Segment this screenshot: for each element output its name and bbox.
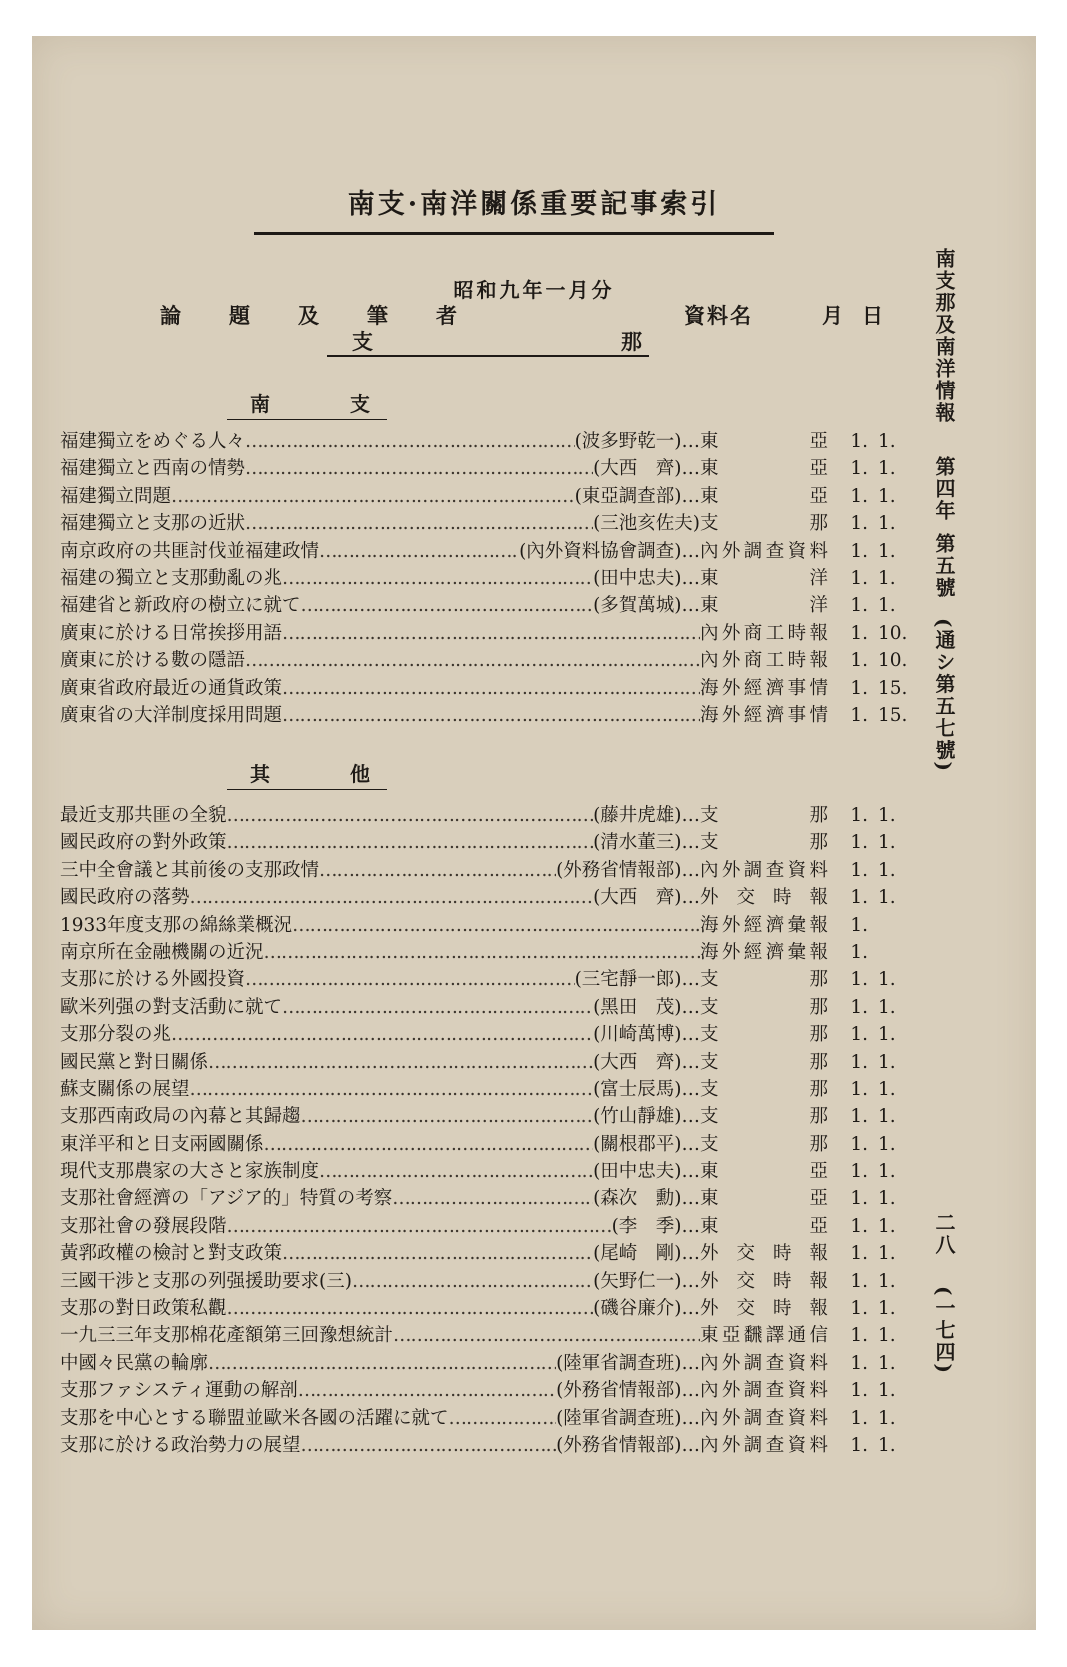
entry-title: 現代支那農家の大さと家族制度 bbox=[60, 1161, 320, 1183]
entry-author: (田中忠夫)… bbox=[593, 567, 700, 589]
leader-dots bbox=[301, 1432, 557, 1459]
entry-source: 支 那 bbox=[700, 996, 828, 1018]
entry-title: 支那に於ける外國投資 bbox=[60, 969, 246, 991]
section-underline bbox=[327, 355, 649, 357]
entry-source: 內外調查資料 bbox=[700, 1434, 828, 1456]
entry-author: (東亞調查部)… bbox=[574, 485, 700, 507]
entry-month: 1. bbox=[850, 832, 868, 854]
entry-source: 東 亞 bbox=[700, 485, 828, 507]
entry-month: 1. bbox=[850, 650, 868, 672]
leader-dots bbox=[208, 1049, 593, 1076]
entry-subject bbox=[60, 1049, 700, 1076]
entry-day: 10. bbox=[878, 650, 908, 672]
entry-subject bbox=[60, 912, 700, 939]
entry-month: 1. bbox=[850, 887, 868, 909]
entry-subject bbox=[60, 1350, 700, 1377]
column-header-month: 月 bbox=[822, 303, 845, 328]
entry-day: 1. bbox=[878, 1051, 896, 1073]
side-volume: 第四年 bbox=[932, 456, 956, 522]
entry-title: 1933年度支那の綿絲業概況 bbox=[60, 914, 293, 936]
entry-day: 1. bbox=[878, 567, 896, 589]
entry-author: (大西 齊)… bbox=[593, 1051, 700, 1073]
entry-title: 南京所在金融機關の近況 bbox=[60, 941, 264, 963]
entry-day: 1. bbox=[878, 1434, 896, 1456]
entry-month: 1. bbox=[850, 1051, 868, 1073]
leader-dots bbox=[190, 884, 594, 911]
column-header-source: 資料名 bbox=[684, 303, 753, 328]
subsection-heading-left: 南 bbox=[250, 392, 270, 416]
entry-source: 支 那 bbox=[700, 513, 828, 535]
entry-month: 1. bbox=[850, 805, 868, 826]
entry-title: 廣東省政府最近の通貨政策 bbox=[60, 677, 283, 699]
entry-author: (森次 勳)… bbox=[593, 1188, 700, 1210]
subsection-heading-south-china bbox=[250, 388, 370, 418]
entry-subject bbox=[60, 829, 700, 856]
entry-author: (矢野仁一)… bbox=[593, 1270, 700, 1292]
entry-row bbox=[60, 592, 960, 619]
entry-day: 1. bbox=[878, 1298, 896, 1320]
entry-row bbox=[60, 675, 960, 702]
entry-title: 支那分裂の兆 bbox=[60, 1024, 172, 1046]
entry-title: 三國干涉と支那の列强援助要求(三) bbox=[60, 1270, 352, 1292]
entry-subject bbox=[60, 1240, 700, 1267]
entry-month: 1. bbox=[850, 914, 868, 936]
entry-author: (黑田 茂)… bbox=[593, 996, 700, 1018]
entry-day: 1. bbox=[878, 431, 896, 452]
section-heading-left: 支 bbox=[352, 329, 373, 354]
entry-month: 1. bbox=[850, 485, 868, 507]
entry-month: 1. bbox=[850, 1380, 868, 1402]
leader-dots bbox=[282, 565, 593, 592]
entry-month: 1. bbox=[850, 1243, 868, 1265]
entry-row bbox=[60, 1185, 960, 1212]
entry-month: 1. bbox=[850, 595, 868, 617]
entry-row bbox=[60, 1158, 960, 1185]
entry-title: 支那を中心とする聯盟並歐米各國の活躍に就て bbox=[60, 1407, 449, 1429]
entry-row bbox=[60, 1405, 960, 1432]
entry-subject bbox=[60, 1158, 700, 1185]
entry-source: 內外調查資料 bbox=[700, 859, 828, 881]
entry-subject bbox=[60, 939, 700, 966]
entry-row bbox=[60, 510, 960, 537]
entry-subject bbox=[60, 884, 700, 911]
entry-subject bbox=[60, 620, 700, 647]
entry-title: 最近支那共匪の全貌 bbox=[60, 805, 227, 826]
entry-day: 1. bbox=[878, 859, 896, 881]
entry-row bbox=[60, 829, 960, 856]
entry-source: 東 亞 bbox=[700, 1161, 828, 1183]
entry-row bbox=[60, 647, 960, 674]
entry-row bbox=[60, 1432, 960, 1459]
entry-title: 中國々民黨の輪廓 bbox=[60, 1352, 209, 1374]
entry-month: 1. bbox=[850, 1024, 868, 1046]
entry-month: 1. bbox=[850, 1161, 868, 1183]
entry-day: 1. bbox=[878, 1133, 896, 1155]
entry-source: 內外調查資料 bbox=[700, 540, 828, 562]
side-serial-number: (通シ第五七號) bbox=[932, 618, 956, 773]
entry-day: 1. bbox=[878, 1243, 896, 1265]
entry-day: 1. bbox=[878, 1078, 896, 1100]
entry-month: 1. bbox=[850, 1352, 868, 1374]
leader-dots bbox=[171, 1021, 593, 1048]
entry-day: 1. bbox=[878, 1161, 896, 1183]
entry-subject bbox=[60, 1405, 700, 1432]
entry-row bbox=[60, 1377, 960, 1404]
entry-row bbox=[60, 1240, 960, 1267]
entry-title: 一九三三年支那棉花產額第三回豫想統計 bbox=[60, 1325, 394, 1347]
entry-source: 東 亞 bbox=[700, 1215, 828, 1237]
entry-day: 1. bbox=[878, 1325, 896, 1347]
leader-dots bbox=[292, 912, 700, 939]
entry-month: 1. bbox=[850, 1298, 868, 1320]
entry-author: (富士辰馬)… bbox=[593, 1078, 700, 1100]
side-page-number: 二八 bbox=[932, 1212, 956, 1256]
document-page bbox=[32, 36, 1036, 1630]
entry-day: 1. bbox=[878, 1270, 896, 1292]
period-heading: 昭和九年一月分 bbox=[453, 278, 615, 302]
leader-dots bbox=[171, 483, 575, 510]
entry-author: (多賀萬城)… bbox=[593, 595, 700, 617]
entry-subject bbox=[60, 1268, 700, 1295]
leader-dots bbox=[208, 1350, 556, 1377]
entry-source: 支 那 bbox=[700, 1106, 828, 1128]
entry-subject bbox=[60, 1131, 700, 1158]
leader-dots bbox=[319, 538, 519, 565]
entry-title: 支那社會の發展段階 bbox=[60, 1215, 227, 1237]
entry-title: 廣東省の大洋制度採用問題 bbox=[60, 704, 283, 726]
leader-dots bbox=[301, 592, 594, 619]
entry-subject bbox=[60, 1322, 700, 1349]
entry-title: 國民政府の對外政策 bbox=[60, 832, 227, 854]
entry-subject bbox=[60, 647, 700, 674]
entry-subject bbox=[60, 455, 700, 482]
entry-title: 國民政府の落勢 bbox=[60, 887, 190, 909]
entry-row bbox=[60, 1350, 960, 1377]
entry-author: (藤井虎雄)… bbox=[593, 805, 700, 826]
entry-source: 支 那 bbox=[700, 1051, 828, 1073]
entry-source: 外交時報 bbox=[700, 1270, 828, 1292]
entry-row bbox=[60, 565, 960, 592]
entry-author: (波多野乾一)… bbox=[574, 431, 700, 452]
entry-author: (竹山靜雄)… bbox=[593, 1106, 700, 1128]
entry-month: 1. bbox=[850, 1188, 868, 1210]
entry-list-other bbox=[60, 802, 960, 1459]
entry-subject bbox=[60, 592, 700, 619]
leader-dots bbox=[227, 829, 594, 856]
entry-source: 東亞飜譯通信 bbox=[700, 1325, 828, 1347]
leader-dots bbox=[319, 857, 556, 884]
entry-row bbox=[60, 1076, 960, 1103]
entry-source: 內外商工時報 bbox=[700, 650, 828, 672]
entry-author: (關根郡平)… bbox=[593, 1133, 700, 1155]
entry-subject bbox=[60, 565, 700, 592]
entry-row bbox=[60, 455, 960, 482]
entry-subject bbox=[60, 1432, 700, 1459]
entry-month: 1. bbox=[850, 1434, 868, 1456]
leader-dots bbox=[227, 1213, 612, 1240]
entry-day: 1. bbox=[878, 458, 896, 480]
entry-source: 東 洋 bbox=[700, 595, 828, 617]
entry-title: 福建獨立をめぐる人々 bbox=[60, 431, 246, 452]
entry-source: 支 那 bbox=[700, 832, 828, 854]
column-header-day: 日 bbox=[862, 303, 885, 328]
entry-subject bbox=[60, 483, 700, 510]
entry-month: 1. bbox=[850, 1106, 868, 1128]
entry-day: 1. bbox=[878, 485, 896, 507]
entry-row bbox=[60, 1131, 960, 1158]
entry-author: (陸軍省調查班)… bbox=[556, 1352, 700, 1374]
entry-subject bbox=[60, 538, 700, 565]
entry-subject bbox=[60, 1377, 700, 1404]
entry-row bbox=[60, 1021, 960, 1048]
title-underline bbox=[254, 232, 774, 235]
subsection-heading-right: 他 bbox=[350, 762, 370, 786]
leader-dots bbox=[392, 1185, 593, 1212]
side-issue: 第五號 bbox=[932, 533, 956, 599]
entry-title: 廣東に於ける數の隱語 bbox=[60, 650, 246, 672]
entry-subject bbox=[60, 994, 700, 1021]
entry-author: (外務省情報部)… bbox=[556, 1434, 700, 1456]
entry-row bbox=[60, 1322, 960, 1349]
entry-subject bbox=[60, 702, 700, 729]
entry-subject bbox=[60, 1295, 700, 1322]
entry-subject bbox=[60, 1185, 700, 1212]
entry-subject bbox=[60, 1103, 700, 1130]
entry-author: (陸軍省調查班)… bbox=[556, 1407, 700, 1429]
entry-title: 蘇支關係の展望 bbox=[60, 1078, 190, 1100]
entry-author: (李 季)… bbox=[611, 1215, 700, 1237]
entry-author: (尾崎 剛)… bbox=[593, 1243, 700, 1265]
entry-month: 1. bbox=[850, 1407, 868, 1429]
entry-author: (外務省情報部)… bbox=[556, 1380, 700, 1402]
entry-month: 1. bbox=[850, 622, 868, 644]
entry-source: 支 那 bbox=[700, 1133, 828, 1155]
entry-title: 支那に於ける政治勢力の展望 bbox=[60, 1434, 301, 1456]
entry-day: 1. bbox=[878, 540, 896, 562]
entry-row bbox=[60, 802, 960, 829]
entry-row bbox=[60, 1213, 960, 1240]
entry-title: 歐米列强の對支活動に就て bbox=[60, 996, 283, 1018]
entry-day: 1. bbox=[878, 1380, 896, 1402]
leader-dots bbox=[245, 510, 593, 537]
entry-title: 三中全會議と其前後の支那政情 bbox=[60, 859, 320, 881]
entry-row bbox=[60, 1103, 960, 1130]
entry-list-south-china bbox=[60, 428, 960, 729]
leader-dots bbox=[282, 1240, 593, 1267]
entry-month: 1. bbox=[850, 513, 868, 535]
entry-title: 支那西南政局の內幕と其歸趨 bbox=[60, 1106, 301, 1128]
entry-month: 1. bbox=[850, 704, 868, 726]
entry-subject bbox=[60, 802, 700, 829]
entry-subject bbox=[60, 1021, 700, 1048]
entry-row bbox=[60, 884, 960, 911]
subsection-heading-left: 其 bbox=[250, 762, 270, 786]
entry-author: (清水董三)… bbox=[593, 832, 700, 854]
entry-source: 內外商工時報 bbox=[700, 622, 828, 644]
entry-day: 1. bbox=[878, 996, 896, 1018]
entry-row bbox=[60, 912, 960, 939]
leader-dots bbox=[301, 1103, 594, 1130]
leader-dots bbox=[227, 802, 594, 829]
leader-dots bbox=[319, 1158, 593, 1185]
entry-source: 海外經濟彙報 bbox=[700, 914, 828, 936]
side-journal-name: 南支那及南洋情報 bbox=[932, 248, 956, 424]
entry-title: 南京政府の共匪討伐並福建政情 bbox=[60, 540, 320, 562]
subsection-underline bbox=[227, 789, 387, 790]
entry-title: 支那社會經濟の「アジア的」特質の考察 bbox=[60, 1188, 393, 1210]
entry-row bbox=[60, 538, 960, 565]
entry-title: 東洋平和と日支兩國關係 bbox=[60, 1133, 264, 1155]
entry-subject bbox=[60, 510, 700, 537]
entry-day: 1. bbox=[878, 595, 896, 617]
column-header-subject: 論 題 及 筆 者 bbox=[160, 303, 459, 328]
entry-day: 1. bbox=[878, 513, 896, 535]
entry-title: 福建獨立と西南の情勢 bbox=[60, 458, 246, 480]
entry-source: 外交時報 bbox=[700, 1298, 828, 1320]
subsection-underline bbox=[227, 419, 387, 420]
leader-dots bbox=[298, 1377, 556, 1404]
leader-dots bbox=[190, 1076, 594, 1103]
entry-author: (內外資料協會調查)… bbox=[519, 540, 700, 562]
entry-row bbox=[60, 428, 960, 455]
entry-author: (川崎萬博)… bbox=[593, 1024, 700, 1046]
entry-author: (大西 齊)… bbox=[593, 458, 700, 480]
entry-month: 1. bbox=[850, 1078, 868, 1100]
leader-dots bbox=[449, 1405, 557, 1432]
entry-source: 內外調查資料 bbox=[700, 1352, 828, 1374]
entry-subject bbox=[60, 857, 700, 884]
entry-month: 1. bbox=[850, 996, 868, 1018]
entry-month: 1. bbox=[850, 540, 868, 562]
entry-day: 1. bbox=[878, 1188, 896, 1210]
leader-dots bbox=[282, 702, 700, 729]
entry-author: (田中忠夫)… bbox=[593, 1161, 700, 1183]
entry-month: 1. bbox=[850, 1133, 868, 1155]
entry-day: 1. bbox=[878, 887, 896, 909]
entry-title: 黃郛政權の檢討と對支政策 bbox=[60, 1243, 283, 1265]
entry-day: 1. bbox=[878, 969, 896, 991]
entry-source: 海外經濟事情 bbox=[700, 677, 828, 699]
entry-month: 1. bbox=[850, 859, 868, 881]
section-heading-right: 那 bbox=[621, 329, 642, 354]
entry-title: 支那の對日政策私觀 bbox=[60, 1298, 227, 1320]
leader-dots bbox=[352, 1268, 593, 1295]
entry-row bbox=[60, 620, 960, 647]
entry-source: 東 亞 bbox=[700, 1188, 828, 1210]
entry-row bbox=[60, 702, 960, 729]
entry-row bbox=[60, 994, 960, 1021]
leader-dots bbox=[245, 966, 575, 993]
leader-dots bbox=[282, 620, 700, 647]
entry-author: (大西 齊)… bbox=[593, 887, 700, 909]
entry-month: 1. bbox=[850, 1270, 868, 1292]
entry-title: 福建省と新政府の樹立に就て bbox=[60, 595, 301, 617]
entry-author: (外務省情報部)… bbox=[556, 859, 700, 881]
entry-day: 10. bbox=[878, 622, 908, 644]
entry-source: 海外經濟事情 bbox=[700, 704, 828, 726]
entry-month: 1. bbox=[850, 677, 868, 699]
entry-day: 15. bbox=[878, 704, 908, 726]
entry-source: 東 洋 bbox=[700, 567, 828, 589]
leader-dots bbox=[282, 675, 700, 702]
entry-month: 1. bbox=[850, 431, 868, 452]
entry-source: 海外經濟彙報 bbox=[700, 941, 828, 963]
subsection-heading-right: 支 bbox=[350, 392, 370, 416]
entry-source: 支 那 bbox=[700, 805, 828, 826]
leader-dots bbox=[227, 1295, 594, 1322]
entry-day: 1. bbox=[878, 1407, 896, 1429]
entry-subject bbox=[60, 1076, 700, 1103]
entry-subject bbox=[60, 428, 700, 455]
entry-source: 內外調查資料 bbox=[700, 1380, 828, 1402]
entry-title: 福建獨立問題 bbox=[60, 485, 172, 507]
entry-subject bbox=[60, 675, 700, 702]
entry-row bbox=[60, 857, 960, 884]
entry-day: 1. bbox=[878, 1024, 896, 1046]
leader-dots bbox=[282, 994, 593, 1021]
entry-title: 福建の獨立と支那動亂の兆 bbox=[60, 567, 283, 589]
entry-source: 支 那 bbox=[700, 1078, 828, 1100]
entry-day: 15. bbox=[878, 677, 908, 699]
entry-row bbox=[60, 1295, 960, 1322]
entry-subject bbox=[60, 966, 700, 993]
entry-month: 1. bbox=[850, 969, 868, 991]
leader-dots bbox=[245, 455, 593, 482]
entry-source: 支 那 bbox=[700, 969, 828, 991]
leader-dots bbox=[245, 647, 700, 674]
leader-dots bbox=[264, 1131, 594, 1158]
entry-day: 1. bbox=[878, 832, 896, 854]
entry-source: 外交時報 bbox=[700, 1243, 828, 1265]
entry-month: 1. bbox=[850, 567, 868, 589]
leader-dots bbox=[393, 1322, 700, 1349]
entry-title: 福建獨立と支那の近狀 bbox=[60, 513, 246, 535]
leader-dots bbox=[245, 428, 575, 455]
entry-source: 東 亞 bbox=[700, 431, 828, 452]
entry-row bbox=[60, 1049, 960, 1076]
entry-month: 1. bbox=[850, 458, 868, 480]
entry-row bbox=[60, 939, 960, 966]
entry-day: 1. bbox=[878, 1352, 896, 1374]
entry-title: 廣東に於ける日常挨拶用語 bbox=[60, 622, 283, 644]
entry-row bbox=[60, 483, 960, 510]
entry-day: 1. bbox=[878, 805, 896, 826]
entry-subject bbox=[60, 1213, 700, 1240]
document-title: 南支·南洋關係重要記事索引 bbox=[347, 189, 721, 220]
entry-day: 1. bbox=[878, 1106, 896, 1128]
entry-author: (三宅靜一郎)… bbox=[574, 969, 700, 991]
entry-row bbox=[60, 1268, 960, 1295]
entry-month: 1. bbox=[850, 1325, 868, 1347]
entry-day: 1. bbox=[878, 1215, 896, 1237]
entry-source: 外交時報 bbox=[700, 887, 828, 909]
entry-source: 東 亞 bbox=[700, 458, 828, 480]
entry-source: 內外調查資料 bbox=[700, 1407, 828, 1429]
entry-month: 1. bbox=[850, 1215, 868, 1237]
side-total-page: (一七四) bbox=[932, 1286, 956, 1375]
entry-month: 1. bbox=[850, 941, 868, 963]
entry-title: 支那ファシスティ運動の解剖 bbox=[60, 1380, 298, 1402]
entry-author: (三池亥佐夫) bbox=[593, 513, 700, 535]
entry-author: (磯谷廉介)… bbox=[593, 1298, 700, 1320]
entry-source: 支 那 bbox=[700, 1024, 828, 1046]
leader-dots bbox=[264, 939, 700, 966]
subsection-heading-other bbox=[250, 758, 370, 788]
entry-title: 國民黨と對日關係 bbox=[60, 1051, 209, 1073]
entry-row bbox=[60, 966, 960, 993]
